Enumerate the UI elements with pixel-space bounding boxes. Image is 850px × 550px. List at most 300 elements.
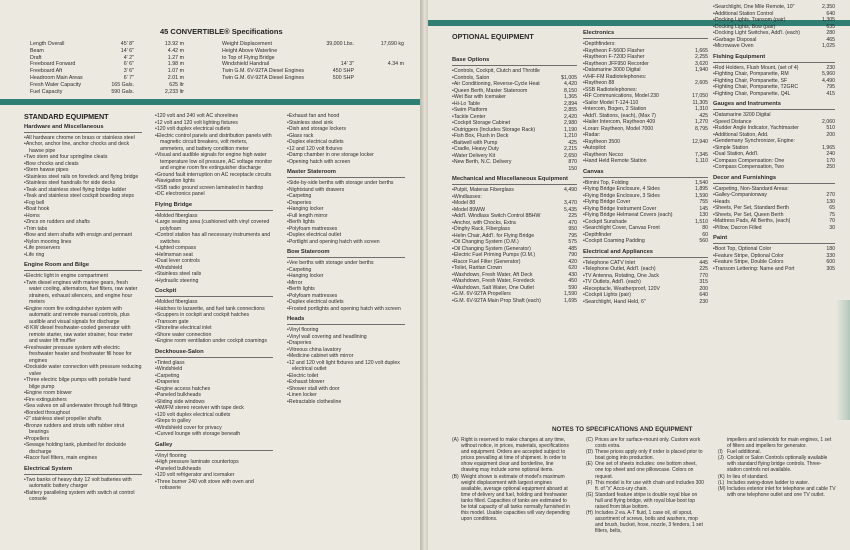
option-name: • Washdown, Fresh Water, Foredeck	[452, 278, 551, 285]
spec-value-metric: 2,233 ltr	[164, 88, 184, 95]
spec-value-metric: 4.34 m	[387, 61, 404, 68]
option-price: 1,310	[695, 106, 708, 112]
option-name: • SSB Radiotelephones:	[583, 87, 682, 94]
option-row	[713, 164, 835, 171]
equipment-item: • Paneled bulkheads	[155, 392, 273, 399]
option-row	[583, 299, 708, 306]
equipment-item: • DC electronics panel	[155, 191, 273, 198]
option-name: • Washdown, Salt Water, One Outlet	[452, 285, 551, 292]
option-name: • Cockpit Storage Cabinet	[452, 120, 551, 127]
equipment-item: • Sea valves on all underwater through hull fittings	[24, 403, 142, 410]
equipment-item: • Hatches to lazarette, and fuel tank connections	[155, 306, 273, 313]
option-price: 7,345	[695, 151, 708, 158]
equipment-item: • Berth lights	[287, 286, 405, 293]
spec-value-imperial	[320, 48, 354, 55]
option-price: 590	[568, 284, 577, 291]
option-name: • Raytheon JFF950 Recorder	[583, 61, 682, 68]
option-name: • Fighting Chair, Pompanette, T2GRC	[713, 84, 809, 91]
note-item	[586, 492, 704, 510]
note-letter: (G)	[586, 491, 594, 498]
spec-value-imperial: 165 Gals.	[111, 81, 134, 88]
equipment-item: • Sliding side windows	[155, 399, 273, 406]
option-name: • Autopilot:	[583, 145, 682, 152]
option-name: • Heads	[713, 199, 809, 206]
equipment-item: • Stainless steel rails on foredeck and flying bridge	[24, 174, 142, 181]
option-name: • Galley-Companionway	[713, 192, 809, 199]
option-price: 2,650	[564, 152, 577, 159]
spec-row	[222, 75, 404, 82]
note-letter: (J)	[718, 455, 724, 462]
option-name: • Model 88	[452, 200, 551, 207]
option-name: • Mattress Pads, All Berths, (each)	[713, 218, 809, 225]
spec-value-imperial: 45' 8"	[120, 41, 134, 47]
equipment-item: • Polyfoam mattresses	[287, 226, 405, 233]
spec-table-right	[222, 41, 404, 82]
option-price: 75	[829, 211, 835, 218]
option-row	[452, 298, 577, 305]
option-price: 430	[568, 271, 577, 278]
option-price: 1,895	[695, 186, 708, 192]
standard-col-1	[24, 113, 142, 503]
option-row	[713, 91, 835, 98]
option-name: • Air Conditioning, Reverse-Cycle Heat	[452, 81, 551, 88]
equipment-item: • Duplex electrical outlet	[287, 232, 405, 239]
equipment-item: • Medicine cabinet with mirror	[287, 353, 405, 360]
option-name: • Telephone Outlet, Add'l. (each)	[583, 266, 682, 273]
option-price: 640	[699, 292, 708, 298]
option-price: 70	[829, 218, 835, 224]
spec-label: Twin G.M. 6V-92TA Diesel Engines	[222, 68, 305, 75]
option-name: • New Berth, N.C. Delivery	[452, 159, 551, 166]
equipment-item: • Engine room blower	[24, 390, 142, 397]
option-name: • Anchor, with Chocks, Extra	[452, 220, 551, 227]
section-heading: Paint	[713, 235, 835, 244]
option-name: • Rudder Angle Indicator, Yachtmaster	[713, 125, 809, 132]
equipment-item: • Bow and stern shafts with ensign and pennant	[24, 232, 142, 239]
equipment-item: • Full length mirror	[287, 213, 405, 220]
spec-value-metric	[354, 55, 404, 62]
option-price: 425	[568, 139, 577, 146]
note-letter: (H)	[586, 510, 593, 517]
section-heading: Flying Bridge	[155, 202, 273, 211]
equipment-item: • Teak and stainless steel flying bridge ladder	[24, 187, 142, 194]
spec-label: Fuel Capacity	[30, 88, 63, 95]
edge-shadow	[836, 300, 850, 420]
option-name: • Receptacle, Weatherproof, 120V	[583, 286, 682, 293]
option-name: • Oil Changing System (O.M.)	[452, 239, 551, 246]
equipment-item: • Vitreous china lavatory	[287, 347, 405, 354]
equipment-item: • Helmsman seat	[155, 252, 273, 259]
option-name: • Add'l. Stations, (each), (Max 7)	[583, 113, 682, 120]
equipment-item: • Transom gate	[155, 319, 273, 326]
option-price: 2,215	[564, 146, 577, 152]
option-price: 4,490	[564, 187, 577, 193]
equipment-item: • Retractable clothesline	[287, 399, 405, 406]
option-price: 180	[826, 246, 835, 252]
note-item	[452, 474, 570, 523]
equipment-item: • Exhaust fan and hood	[287, 113, 405, 120]
option-price: 3,470	[564, 200, 577, 206]
note-item	[452, 437, 570, 474]
note-item	[718, 455, 836, 473]
equipment-item: • Engine access hatches	[155, 386, 273, 393]
spec-value-imperial: 3' 6"	[123, 68, 134, 75]
option-price: 1,110	[695, 158, 708, 164]
section-heading: Electrical System	[24, 466, 142, 475]
equipment-item: • AM/FM stereo receiver with tape deck	[155, 405, 273, 412]
note-letter: (B)	[452, 473, 459, 480]
equipment-item: • Duplex electrical outlets	[287, 299, 405, 306]
notes-title: NOTES TO SPECIFICATIONS AND EQUIPMENT	[552, 426, 693, 433]
equipment-item: • Frosted portlights and opening hatch with screen	[287, 306, 405, 313]
option-price: 8,795	[695, 125, 708, 132]
option-name: • Feature Stripe, Optional Color	[713, 253, 809, 260]
equipment-item: • Racor fuel filters, main engines	[24, 455, 142, 462]
spec-label: Fresh Water Capacity	[30, 81, 82, 88]
option-name: • TV Antenna, Rotating, One Jack	[583, 273, 682, 280]
option-price: 1,365	[564, 94, 577, 100]
equipment-item: • Zincs on rudders and shafts	[24, 219, 142, 226]
option-price: $1,005	[561, 74, 577, 81]
option-name: • Raytheon 3500	[583, 139, 682, 146]
option-name: • Cockpit Sunshade	[583, 219, 682, 226]
option-name: • Speed Distance	[713, 119, 809, 126]
equipment-item: • Portlight and opening hatch with screen	[287, 239, 405, 246]
equipment-item: • Glass rack	[287, 133, 405, 140]
spec-value-imperial: 4' 2"	[123, 54, 134, 61]
equipment-item: • Molded fiberglass	[155, 213, 273, 220]
note-text: Includes exterior inlet for telephone and cable TV with one telephone outlet and one TV outlet.	[727, 485, 836, 498]
option-price: 225	[568, 213, 577, 219]
note-item	[718, 486, 836, 498]
optional-title: OPTIONAL EQUIPMENT	[452, 32, 534, 41]
section-heading: Electrical and Appliances	[583, 249, 708, 258]
spec-label: Headroom Main Areas	[30, 74, 83, 81]
option-name: • Flying Bridge Helmseat Covers (each)	[583, 212, 682, 219]
option-name: • Raytheon Necco	[583, 152, 682, 159]
option-price: 2,255	[695, 54, 708, 60]
spec-value-metric	[354, 68, 404, 75]
option-name: • Water Delivery Kit	[452, 153, 551, 160]
equipment-item: • 2" stainless steel propeller shafts	[24, 416, 142, 423]
option-price: 3,620	[695, 60, 708, 67]
option-name: • Cradle, Heavy Duty	[452, 146, 551, 153]
option-price: 1,665	[695, 47, 708, 54]
option-row	[713, 43, 835, 50]
equipment-item: • Polyfoam mattresses	[287, 293, 405, 300]
section-heading: Canvas	[583, 169, 708, 178]
option-price: 2,350	[822, 4, 835, 10]
option-name: • Transom Lettering: Name and Port	[713, 266, 809, 273]
spec-value-imperial: 590 Gals.	[111, 88, 134, 95]
equipment-item: • Life ring	[24, 252, 142, 259]
option-name: • Docking Lights, Transom (pair)	[713, 17, 809, 24]
spec-value-imperial: 6' 6"	[123, 61, 134, 68]
section-heading: Heads	[287, 316, 405, 325]
option-price: 4,490	[822, 77, 835, 84]
option-price: 575	[568, 239, 577, 245]
section-heading: Galley	[155, 442, 273, 451]
option-price: 200	[826, 131, 835, 138]
section-heading: Decor and Furnishings	[713, 175, 835, 184]
note-text: This model is for use with chain and includes 300 ft. of "x" Acco-ury chain.	[595, 479, 704, 492]
note-item	[586, 461, 704, 479]
equipment-item: • Electric toilet	[287, 373, 405, 380]
option-name: • Cockpit Lights (pair)	[583, 292, 682, 299]
equipment-item: • Paneled bulkheads	[155, 466, 273, 473]
option-name: • Depthfinder	[583, 232, 682, 239]
option-name: • TV Outlets, Add'l. (each)	[583, 279, 682, 286]
note-text: impellers and solenoids for main engines, 1 set of filters and impellers for generator.	[727, 437, 832, 450]
option-name: • Carpeting, Non-Standard Areas:	[713, 186, 809, 193]
option-name: • Pulpit, Materas Fiberglass	[452, 187, 551, 194]
option-price: 2,855	[564, 107, 577, 113]
note-letter: (C)	[586, 437, 593, 443]
option-price: 2,060	[822, 118, 835, 125]
equipment-item: • Curved lounge with storage beneath	[155, 431, 273, 438]
option-price: 870	[568, 159, 577, 165]
option-name: • Dinghy Rack, Fiberglass	[452, 226, 551, 233]
spec-row	[30, 82, 184, 89]
option-name: • Washdown, Fresh Water, Aft Deck	[452, 272, 551, 279]
option-price: 130	[826, 198, 835, 205]
option-name: • Garbage Disposal	[713, 37, 809, 44]
optional-col-c	[713, 4, 835, 272]
note-text: Cockpit or Salon Controls optionally available with standard flying bridge controls. Three-station controls not available.	[727, 455, 828, 474]
equipment-item: • Visual and audible signals for engine high water temperature low oil pressure, AC voltage monitor and engine room fire extinguisher discharge	[155, 152, 273, 172]
spec-label: Beam	[30, 47, 44, 54]
section-heading: Fishing Equipment	[713, 54, 835, 63]
spec-value-imperial: 14' 3"	[340, 61, 354, 68]
spec-row	[30, 55, 184, 62]
equipment-item: • Control station has all necessary instruments and switches	[155, 232, 273, 245]
equipment-item: • Vee berths with storage under berths	[287, 260, 405, 267]
option-price: 1,540	[695, 179, 708, 186]
equipment-item: • Tinted glass	[155, 360, 273, 367]
option-name: • Controls, Salon	[452, 75, 551, 82]
option-price: 635	[826, 23, 835, 30]
option-price: 270	[826, 192, 835, 198]
option-name: • Add'l. Windlass Switch Control 8BHW	[452, 213, 551, 220]
equipment-item: • Teak and stainless steel cockpit boarding steps	[24, 193, 142, 200]
option-price: 445	[699, 259, 708, 266]
option-name: • Racor Fuel Filter (Generator)	[452, 259, 551, 266]
option-price: 1,190	[564, 126, 577, 133]
note-letter: (D)	[586, 449, 593, 456]
option-price: 1,965	[822, 144, 835, 151]
spec-value-imperial: 39,000 Lbs.	[326, 41, 354, 47]
option-name: • Bimini Top, Folding	[583, 180, 682, 187]
equipment-item: • Bronze rudders and struts with rubber strut bearings	[24, 423, 142, 436]
equipment-item: • Nightstand with drawers	[287, 187, 405, 194]
option-name: • Telephone CATV Inlet	[583, 260, 682, 267]
option-price: 2,420	[564, 113, 577, 120]
note-letter: (F)	[586, 479, 593, 486]
notes-col-2	[586, 437, 704, 535]
option-name: • Depthfinders:	[583, 41, 682, 48]
note-item	[586, 510, 704, 534]
section-heading: Engine Room and Bilge	[24, 262, 142, 271]
option-price: 470	[568, 219, 577, 226]
spec-value-imperial: 450 SHP	[332, 68, 354, 75]
option-name: • Model 89WW	[452, 207, 551, 214]
equipment-item: • Carpeting	[287, 193, 405, 200]
equipment-item: • Windshield	[155, 265, 273, 272]
spec-row	[222, 68, 404, 75]
option-price: 315	[699, 279, 708, 285]
section-heading: Base Options	[452, 57, 577, 66]
option-name: • Flying Bridge Enclosure, 3 Sides	[583, 193, 682, 200]
option-price: 280	[826, 30, 835, 36]
note-item	[586, 449, 704, 461]
section-heading: Gauges and Instruments	[713, 101, 835, 110]
left-page	[0, 0, 420, 550]
equipment-item: • Large seating area (cushioned with vinyl covered polyfoam	[155, 219, 273, 232]
option-name: • Flying Bridge Instrument Cover	[583, 206, 682, 213]
option-name: • Rod Holders, Flush Mount, (set of 4)	[713, 65, 809, 72]
option-price: 4,420	[564, 81, 577, 87]
spec-value-metric: 2.01 m	[167, 74, 184, 81]
option-name: • Tackle Center	[452, 114, 551, 121]
spec-row	[30, 41, 184, 48]
spec-value-metric: 625 ltr	[169, 81, 184, 88]
option-name: • Searchlight Cover, Canvas Front	[583, 225, 682, 232]
equipment-item: • SSB radio ground screen laminated in hardtop	[155, 185, 273, 192]
option-price: 145	[699, 205, 708, 212]
option-name: • G.M. 6V-92TA Propellers	[452, 291, 551, 298]
option-name: • Toilet, Raritan Crown	[452, 265, 551, 272]
equipment-item: • Shoreline electrical inlet	[155, 325, 273, 332]
option-price: 80	[702, 225, 708, 231]
option-price: 230	[826, 64, 835, 71]
option-price: 640	[826, 10, 835, 17]
option-name: • Datamarine 3000 Digital	[583, 67, 682, 74]
option-name: • Searchlight, Hand Held, 6"	[583, 299, 682, 306]
equipment-item: • Three burner 240 volt stove with oven and rotisserie	[155, 479, 273, 492]
option-price: 1,270	[695, 119, 708, 125]
option-price: 130	[699, 212, 708, 218]
note-item	[718, 437, 836, 449]
option-price: 200	[699, 285, 708, 292]
equipment-item: • Stainless steel rails	[155, 271, 273, 278]
option-name: • Cockpit Coaming Padding	[583, 238, 682, 245]
option-name: • Datamarine 3200 Digital	[713, 112, 809, 119]
equipment-item: • Stainless steel handrails for side decks	[24, 180, 142, 187]
option-price: 620	[568, 265, 577, 271]
note-letter: (I)	[718, 449, 723, 456]
option-name: • Electric Fuel Priming Pumps (O.M.)	[452, 252, 551, 259]
option-price: 1,695	[564, 297, 577, 304]
option-price: 11,305	[692, 99, 708, 106]
option-name: • Baitwell with Pump	[452, 140, 551, 147]
equipment-item: • Hanging locker	[287, 206, 405, 213]
spec-row	[222, 41, 404, 48]
note-text: Includes swing-down ladder to water.	[727, 479, 809, 486]
spec-value-metric: 17,690 kg	[380, 41, 404, 47]
note-item	[586, 437, 704, 449]
spec-label: to Top of Flying Bridge	[222, 54, 275, 61]
option-price: 305	[826, 265, 835, 272]
option-price: 1,510	[695, 218, 708, 225]
spec-value-metric: 4.42 m	[167, 47, 184, 54]
equipment-item: • Linen locker	[287, 392, 405, 399]
option-name: • Gendemany Synchronizer, Engine:	[713, 138, 809, 145]
option-name: • Radar:	[583, 132, 682, 139]
equipment-item: • Electric light in engine compartment	[24, 273, 142, 280]
equipment-item: • Fire extinguishers	[24, 397, 142, 404]
equipment-item: • Twin diesel engines with marine gears, fresh water cooling, alternators, fuel filters, raw water strainers, exhaust silencers, and engine hour meters	[24, 280, 142, 306]
equipment-item: • Draperies	[155, 379, 273, 386]
spec-row	[222, 55, 404, 62]
option-name: • Dual Station, Add'l.	[713, 151, 809, 158]
equipment-item: • Berth lights	[287, 219, 405, 226]
equipment-item: • Windshield	[155, 366, 273, 373]
equipment-item: • Opening hatch with screen	[287, 159, 405, 166]
note-text: Standard feature stripe is double royal blue on hull and flying bridge, with royal blue boot top raised from blue bottom.	[595, 491, 698, 511]
equipment-item: • Bonded throughout	[24, 410, 142, 417]
equipment-item: • 120 volt duplex electrical outlets	[155, 126, 273, 133]
option-price: 415	[826, 90, 835, 97]
spec-value-imperial	[320, 55, 354, 62]
equipment-item: • All hardware chrome on brass or stainless steel	[24, 135, 142, 142]
option-price: 1,590	[564, 291, 577, 297]
option-name: • Fish Box, Flush in Deck	[452, 133, 551, 140]
page-spine	[420, 0, 428, 550]
equipment-item: • Molded fiberglass	[155, 299, 273, 306]
equipment-item: • Draperies	[287, 340, 405, 347]
equipment-item: • Anchor, anchor line, anchor chocks and deck hawse pipe	[24, 141, 142, 154]
spec-value-metric: 13.92 m	[164, 41, 184, 47]
option-name: • Docking Lights, Bow (pair)	[713, 24, 809, 31]
option-price: 30	[829, 224, 835, 231]
option-name: • Flying Bridge Cover	[583, 199, 682, 206]
option-price: 2,894	[564, 100, 577, 107]
option-name: • Compass Compensation, Two	[713, 164, 809, 171]
equipment-item: • High pressure laminate countertops	[155, 459, 273, 466]
optional-col-b	[583, 30, 708, 305]
option-name: • Additional Station, Add.	[713, 132, 809, 139]
option-price: 755	[699, 199, 708, 205]
spec-value-metric: 1.98 m	[167, 61, 184, 68]
option-name: • Helm Chair, Add'l. for Flying Bridge	[452, 233, 551, 240]
equipment-item: • Stern hawse pipes	[24, 167, 142, 174]
option-price: 150	[568, 165, 577, 172]
note-letter	[718, 437, 727, 449]
standard-title: STANDARD EQUIPMENT	[24, 112, 109, 121]
option-name: • Searchlight, One Mile Remote, 10"	[713, 4, 809, 11]
option-price: 2,605	[695, 80, 708, 86]
option-price: 2,980	[564, 120, 577, 126]
spec-value-metric: 1.07 m	[167, 68, 184, 75]
option-row	[713, 225, 835, 232]
option-name: • Boot Top, Optional Color	[713, 246, 809, 253]
note-text: In lieu of standard.	[727, 473, 769, 480]
option-name: • Additional Station Control	[713, 11, 809, 18]
note-letter: (L)	[718, 479, 725, 486]
option-price: 8,150	[564, 87, 577, 94]
option-price: 950	[568, 226, 577, 232]
equipment-item: • 8 KW diesel freshwater-cooled generator with remote starter, raw water strainer, hour meter and water lift muffler	[24, 325, 142, 345]
note-text: Fuel additional.	[727, 449, 761, 456]
option-price: 230	[699, 298, 708, 305]
option-price: 17,050	[692, 93, 708, 99]
spec-value-metric: 1.27 m	[167, 54, 184, 61]
option-row	[713, 266, 835, 273]
standard-col-3	[287, 113, 405, 405]
note-text: Weight shown is estimate of model's maximum weight displacement with largest engines available, average optional equipment aboard at time of delivery and fuel, holding and freshwater tanks filled. Capacities of tanks are estimated to be total capacity of all tanks normally furnished in this model. Usable capacities will vary depending upon conditions.	[461, 473, 570, 523]
option-name: • Queen Berth, Master Stateroom	[452, 88, 551, 95]
spec-row	[30, 75, 184, 82]
